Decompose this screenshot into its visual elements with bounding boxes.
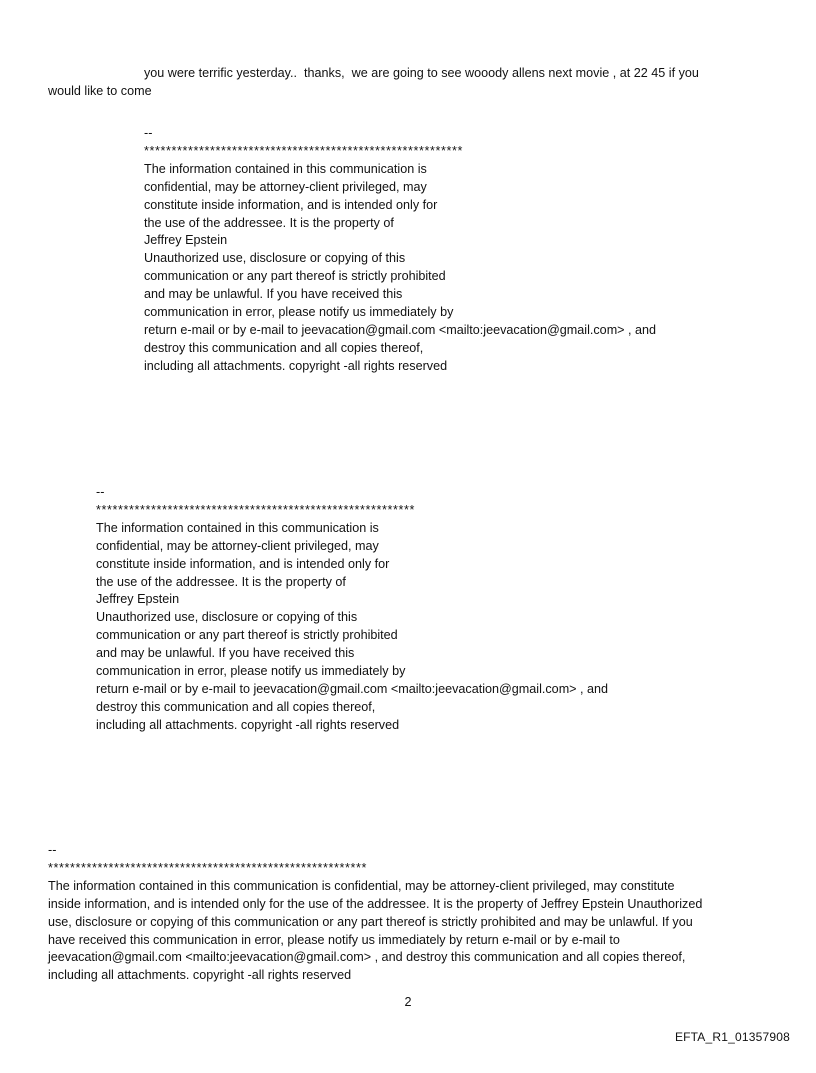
- asterisk-divider: **********************************************************: [96, 502, 416, 517]
- disclaimer-line: return e-mail or by e-mail to jeevacation@gmail.com <mailto:jeevacation@gmail.com> , and: [144, 322, 657, 337]
- disclaimer-line: communication in error, please notify us immediately by: [144, 305, 454, 320]
- disclaimer-line: the use of the addressee. It is the property of: [144, 215, 394, 230]
- disclaimer-line: confidential, may be attorney-client privileged, may: [144, 179, 427, 194]
- email-body-line: would like to come: [48, 83, 152, 98]
- disclaimer-line: constitute inside information, and is intended only for: [96, 556, 390, 571]
- disclaimer-line: communication or any part thereof is strictly prohibited: [96, 628, 398, 643]
- disclaimer-line: and may be unlawful. If you have received this: [144, 287, 403, 302]
- disclaimer-line: including all attachments. copyright -all rights reserved: [144, 358, 448, 373]
- disclaimer-line: including all attachments. copyright -all rights reserved: [96, 717, 400, 732]
- email-body-text: [48, 65, 778, 101]
- signature-separator: --: [144, 126, 153, 140]
- disclaimer-line: Unauthorized use, disclosure or copying of this: [144, 251, 406, 266]
- disclaimer-line: The information contained in this communication is confidential, may be attorney-client privileged, may constitute: [48, 878, 675, 893]
- disclaimer-line: jeevacation@gmail.com <mailto:jeevacation@gmail.com> , and destroy this communication and all copies thereof,: [48, 950, 686, 965]
- disclaimer-line: including all attachments. copyright -all rights reserved: [48, 968, 352, 983]
- signature-separator: --: [96, 485, 105, 499]
- signature-separator: --: [48, 843, 57, 857]
- disclaimer-line: The information contained in this communication is: [144, 161, 427, 176]
- disclaimer-line: the use of the addressee. It is the property of: [96, 574, 346, 589]
- disclaimer-line: inside information, and is intended only for the use of the addressee. It is the property of Jeffrey Epstein Unauthorized: [48, 896, 703, 911]
- document-id: EFTA_R1_01357908: [674, 1030, 790, 1044]
- disclaimer-line: return e-mail or by e-mail to jeevacation@gmail.com <mailto:jeevacation@gmail.com> , and: [96, 681, 609, 696]
- asterisk-divider: **********************************************************: [144, 143, 464, 158]
- disclaimer-line: destroy this communication and all copies thereof,: [144, 340, 424, 355]
- page-number: 2: [404, 995, 412, 1009]
- email-body-line: you were terrific yesterday.. thanks, we are going to see wooody allens next movie , at 22 45 if you: [144, 66, 699, 80]
- asterisk-divider: **********************************************************: [48, 860, 368, 875]
- disclaimer-line: and may be unlawful. If you have received this: [96, 646, 355, 661]
- disclaimer-line: confidential, may be attorney-client privileged, may: [96, 538, 379, 553]
- confidentiality-disclaimer: [96, 484, 776, 735]
- disclaimer-line: destroy this communication and all copies thereof,: [96, 699, 376, 714]
- disclaimer-line: constitute inside information, and is intended only for: [144, 197, 438, 212]
- confidentiality-disclaimer: [48, 842, 768, 985]
- disclaimer-line: Jeffrey Epstein: [144, 233, 228, 248]
- disclaimer-line: The information contained in this communication is: [96, 520, 379, 535]
- confidentiality-disclaimer: [144, 125, 784, 376]
- disclaimer-line: use, disclosure or copying of this communication or any part thereof is strictly prohibited and may be unlawful. If you: [48, 914, 693, 929]
- disclaimer-line: communication in error, please notify us immediately by: [96, 664, 406, 679]
- disclaimer-line: have received this communication in error, please notify us immediately by return e-mail or by e-mail to: [48, 932, 620, 947]
- disclaimer-line: Jeffrey Epstein: [96, 592, 180, 607]
- disclaimer-line: communication or any part thereof is strictly prohibited: [144, 269, 446, 284]
- disclaimer-line: Unauthorized use, disclosure or copying of this: [96, 610, 358, 625]
